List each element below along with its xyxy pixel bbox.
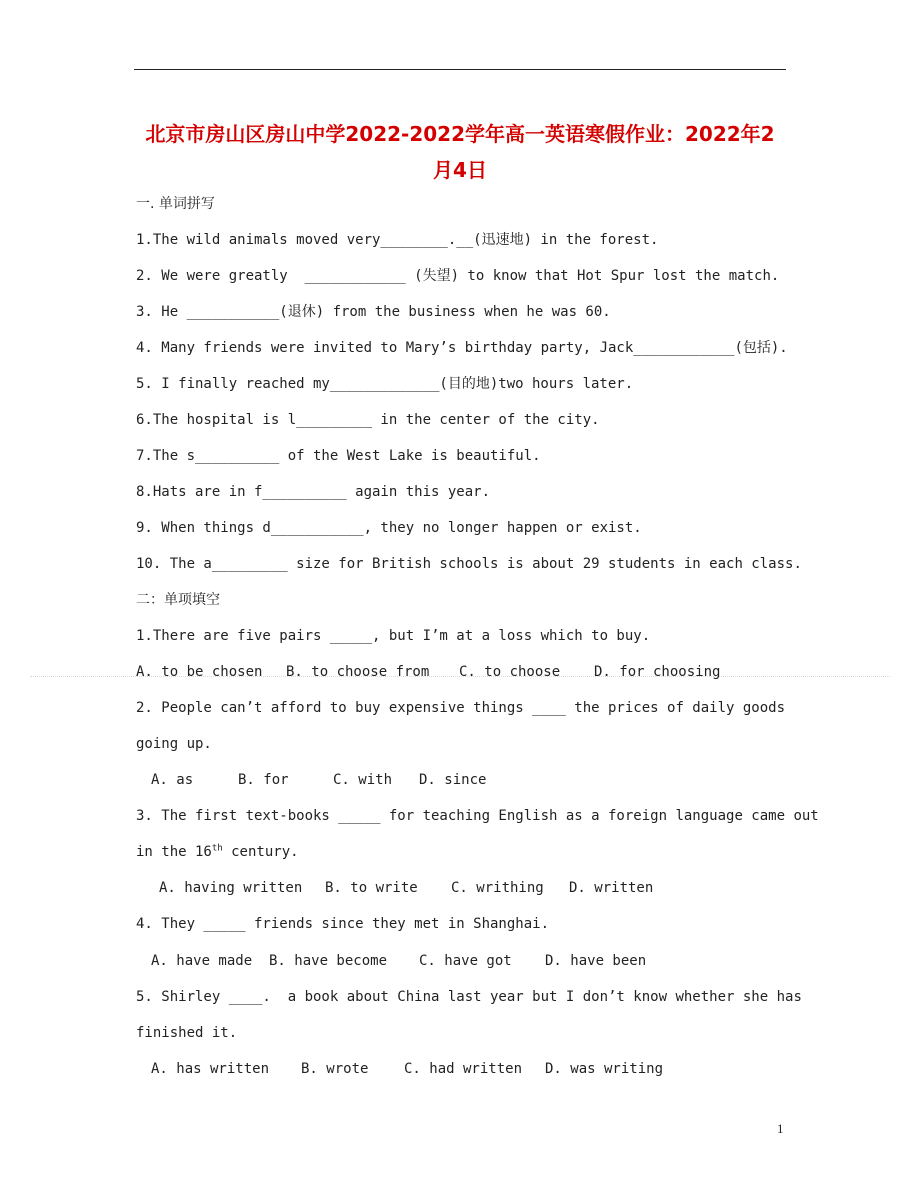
vocab-item-10: 10. The a_________ size for British schools is about 29 students in each class. bbox=[136, 556, 802, 572]
q2-option-b: B. for bbox=[238, 772, 289, 788]
q3-option-d: D. written bbox=[569, 880, 654, 896]
page-title bbox=[134, 116, 786, 188]
page-number: 1 bbox=[777, 1121, 784, 1136]
question-2-stem-1: 2. People can’t afford to buy expensive things ____ the prices of daily goods bbox=[136, 700, 786, 716]
title-line-1: 北京市房山区房山中学2022-2022学年高一英语寒假作业：2022年2 bbox=[145, 122, 775, 146]
question-3-stem-2 bbox=[136, 842, 299, 862]
q2-option-a: A. as bbox=[151, 772, 194, 788]
q3-option-b: B. to write bbox=[325, 880, 418, 896]
q4-option-a: A. have made bbox=[151, 953, 253, 969]
q4-option-d: D. have been bbox=[545, 953, 647, 969]
question-2-stem-2: going up. bbox=[136, 736, 212, 752]
question-1-stem: 1.There are five pairs _____, but I’m at a loss which to buy. bbox=[136, 628, 651, 644]
q4-option-b: B. have become bbox=[269, 953, 388, 969]
title-line-2: 月4日 bbox=[433, 158, 487, 182]
question-5-stem-1: 5. Shirley ____. a book about China last year but I don’t know whether she has bbox=[136, 989, 802, 1005]
vocab-item-5: 5. I finally reached my_____________(目的地)two hours later. bbox=[136, 376, 634, 392]
q3-option-a: A. having written bbox=[159, 880, 303, 896]
q5-option-b: B. wrote bbox=[301, 1061, 369, 1077]
q5-option-c: C. had written bbox=[404, 1061, 523, 1077]
q4-option-c: C. have got bbox=[419, 953, 512, 969]
vocab-item-1: 1.The wild animals moved very________.__(迅速地) in the forest. bbox=[136, 232, 659, 248]
q1-option-d: D. for choosing bbox=[594, 664, 721, 680]
q1-option-c: C. to choose bbox=[459, 664, 561, 680]
q1-option-b: B. to choose from bbox=[286, 664, 430, 680]
question-3-stem-1: 3. The first text-books _____ for teaching English as a foreign language came out bbox=[136, 808, 819, 824]
q2-option-c: C. with bbox=[333, 772, 393, 788]
vocab-item-6: 6.The hospital is l_________ in the center of the city. bbox=[136, 412, 600, 428]
q2-option-d: D. since bbox=[419, 772, 487, 788]
header-rule bbox=[134, 69, 786, 70]
q3-option-c: C. writhing bbox=[451, 880, 544, 896]
section2-heading: 二：单项填空 bbox=[136, 592, 220, 608]
question-5-stem-2: finished it. bbox=[136, 1025, 238, 1041]
q5-option-a: A. has written bbox=[151, 1061, 270, 1077]
q5-option-d: D. was writing bbox=[545, 1061, 664, 1077]
section1-heading: 一. 单词拼写 bbox=[136, 196, 215, 212]
vocab-item-2: 2. We were greatly ____________ (失望) to know that Hot Spur lost the match. bbox=[136, 268, 780, 284]
question-4-stem: 4. They _____ friends since they met in Shanghai. bbox=[136, 916, 550, 932]
q3-stem2-pre: in the 16 bbox=[136, 844, 212, 860]
vocab-item-8: 8.Hats are in f__________ again this year. bbox=[136, 484, 491, 500]
q3-stem2-post: century. bbox=[222, 844, 299, 860]
vocab-item-7: 7.The s__________ of the West Lake is beautiful. bbox=[136, 448, 541, 464]
vocab-item-3: 3. He ___________(退休) from the business when he was 60. bbox=[136, 304, 611, 320]
q1-option-a: A. to be chosen bbox=[136, 664, 263, 680]
vocab-item-9: 9. When things d___________, they no longer happen or exist. bbox=[136, 520, 642, 536]
vocab-item-4: 4. Many friends were invited to Mary’s birthday party, Jack____________(包括). bbox=[136, 340, 788, 356]
q3-superscript: th bbox=[211, 843, 223, 854]
